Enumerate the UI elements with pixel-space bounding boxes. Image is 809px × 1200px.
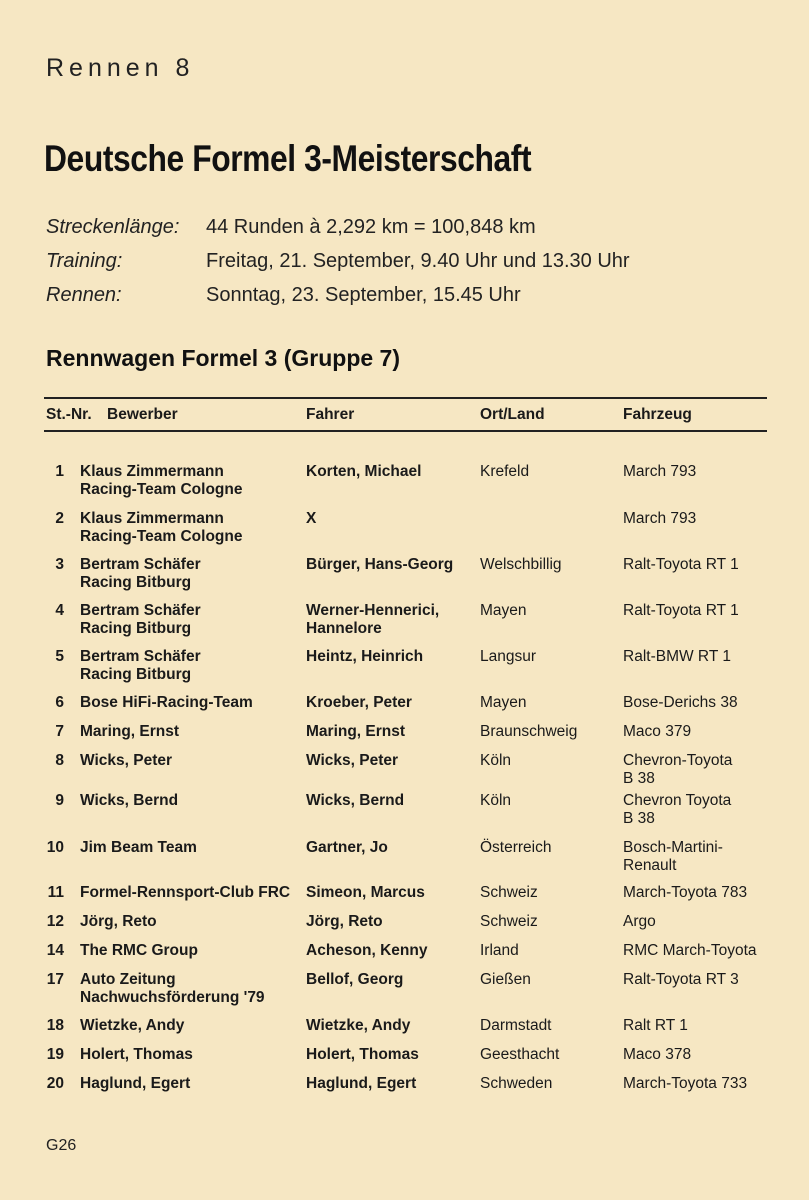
start-number: 7 [55, 723, 64, 740]
page-number: G26 [46, 1137, 77, 1154]
driver-line: Kroeber, Peter [306, 694, 412, 711]
vehicle-line: Ralt-Toyota RT 1 [623, 602, 739, 619]
vehicle [623, 1046, 691, 1064]
vehicle-line: March 793 [623, 510, 697, 527]
vehicle-line: Chevron-Toyota [623, 752, 733, 769]
entrant-line: Racing-Team Cologne [80, 481, 243, 498]
entrant-line: Jim Beam Team [80, 839, 197, 856]
location: Schweiz [480, 913, 538, 930]
entrant [80, 792, 178, 810]
start-number: 4 [55, 602, 64, 619]
location: Welschbillig [480, 556, 562, 573]
entrant-line: Jörg, Reto [80, 913, 157, 930]
vehicle-line: March 793 [623, 463, 697, 480]
vehicle [623, 1017, 688, 1035]
entrant-line: Racing Bitburg [80, 620, 192, 637]
header-start-number: St.-Nr. [46, 406, 92, 423]
table-header-rule [44, 430, 767, 432]
driver [306, 971, 403, 989]
driver-line: Haglund, Egert [306, 1075, 417, 1092]
entrant [80, 942, 198, 960]
vehicle [623, 752, 732, 788]
location: Köln [480, 792, 512, 809]
entrant-line: Bertram Schäfer [80, 602, 201, 619]
driver-line: X [306, 510, 317, 527]
entrant [80, 556, 201, 592]
entrant-line: Klaus Zimmermann [80, 463, 224, 480]
vehicle [623, 1075, 747, 1093]
vehicle-line: Maco 378 [623, 1046, 692, 1063]
vehicle-line: March-Toyota 733 [623, 1075, 748, 1092]
vehicle-line: Ralt RT 1 [623, 1017, 688, 1034]
vehicle [623, 463, 696, 481]
entrant-line: Racing-Team Cologne [80, 528, 243, 545]
info-value: 44 Runden à 2,292 km = 100,848 km [206, 216, 536, 238]
start-number: 11 [47, 884, 64, 901]
location: Braunschweig [480, 723, 578, 740]
location: Irland [480, 942, 519, 959]
driver-line: Hannelore [306, 620, 382, 637]
driver [306, 913, 383, 931]
entrant [80, 971, 265, 1007]
vehicle [623, 510, 696, 528]
start-number: 5 [55, 648, 64, 665]
driver-line: Wietzke, Andy [306, 1017, 411, 1034]
start-number: 10 [46, 839, 64, 856]
driver [306, 792, 404, 810]
location: Österreich [480, 839, 552, 856]
location: Geesthacht [480, 1046, 560, 1063]
driver-line: Jörg, Reto [306, 913, 383, 930]
entrant [80, 602, 201, 638]
start-number: 12 [46, 913, 64, 930]
vehicle-line: March-Toyota 783 [623, 884, 748, 901]
vehicle [623, 694, 738, 712]
driver [306, 648, 423, 666]
location: Mayen [480, 602, 527, 619]
start-number: 9 [55, 792, 64, 809]
driver-line: Wicks, Bernd [306, 792, 405, 809]
driver [306, 839, 388, 857]
entrant [80, 752, 172, 770]
entrant-line: The RMC Group [80, 942, 198, 959]
driver-line: Holert, Thomas [306, 1046, 419, 1063]
driver-line: Werner-Hennerici, [306, 602, 440, 619]
entrant-line: Bose HiFi-Racing-Team [80, 694, 253, 711]
vehicle-line: Renault [623, 857, 677, 874]
location: Langsur [480, 648, 537, 665]
entrant [80, 648, 201, 684]
entrant-line: Bertram Schäfer [80, 556, 201, 573]
location: Gießen [480, 971, 531, 988]
page-title: Deutsche Formel 3-Meisterschaft [44, 138, 532, 179]
driver-line: Bellof, Georg [306, 971, 404, 988]
info-value: Sonntag, 23. September, 15.45 Uhr [206, 284, 521, 306]
vehicle-line: B 38 [623, 810, 655, 827]
location: Köln [480, 752, 512, 769]
start-number: 18 [46, 1017, 64, 1034]
driver [306, 884, 425, 902]
entrant-line: Racing Bitburg [80, 666, 192, 683]
vehicle-line: Ralt-Toyota RT 3 [623, 971, 739, 988]
vehicle-line: Chevron Toyota [623, 792, 732, 809]
header-vehicle: Fahrzeug [623, 406, 692, 423]
entrant-line: Formel-Rennsport-Club FRC [80, 884, 291, 901]
info-label: Streckenlänge: [46, 216, 180, 238]
entrant-line: Nachwuchsförderung '79 [80, 989, 265, 1006]
section-title: Rennwagen Formel 3 (Gruppe 7) [46, 345, 400, 371]
start-number: 14 [46, 942, 64, 959]
entrant-line: Wicks, Peter [80, 752, 173, 769]
driver [306, 942, 427, 960]
driver-line: Maring, Ernst [306, 723, 406, 740]
entrant [80, 1017, 184, 1035]
entrant [80, 884, 290, 902]
driver [306, 752, 398, 770]
vehicle-line: B 38 [623, 770, 655, 787]
driver [306, 1046, 419, 1064]
header-entrant: Bewerber [107, 406, 178, 423]
header-location: Ort/Land [480, 406, 545, 423]
entrant-line: Racing Bitburg [80, 574, 192, 591]
driver [306, 1017, 410, 1035]
entrant [80, 1075, 190, 1093]
start-number: 3 [55, 556, 64, 573]
info-value: Freitag, 21. September, 9.40 Uhr und 13.30 Uhr [206, 250, 630, 272]
driver-line: Wicks, Peter [306, 752, 399, 769]
entrant [80, 839, 197, 857]
vehicle [623, 792, 731, 828]
entrant-line: Wicks, Bernd [80, 792, 179, 809]
start-number: 6 [55, 694, 64, 711]
start-number: 1 [55, 463, 64, 480]
vehicle-line: Bosch-Martini- [623, 839, 723, 856]
start-number: 2 [55, 510, 64, 527]
driver [306, 463, 421, 481]
race-number: Rennen 8 [46, 54, 195, 82]
start-number: 20 [46, 1075, 64, 1092]
entrant [80, 510, 242, 546]
entrant-line: Klaus Zimmermann [80, 510, 224, 527]
driver [306, 694, 412, 712]
vehicle [623, 942, 757, 960]
location: Mayen [480, 694, 527, 711]
driver [306, 602, 439, 638]
location: Schweden [480, 1075, 553, 1092]
vehicle-line: Ralt-Toyota RT 1 [623, 556, 739, 573]
entrant-line: Auto Zeitung [80, 971, 176, 988]
location: Schweiz [480, 884, 538, 901]
table-top-rule [44, 397, 767, 399]
driver-line: Gartner, Jo [306, 839, 388, 856]
entrant [80, 1046, 193, 1064]
driver [306, 510, 316, 528]
header-driver: Fahrer [306, 406, 355, 423]
entrant [80, 463, 242, 499]
entrant-line: Holert, Thomas [80, 1046, 193, 1063]
entrant-line: Bertram Schäfer [80, 648, 201, 665]
start-number: 8 [55, 752, 64, 769]
driver [306, 723, 405, 741]
vehicle-line: Bose-Derichs 38 [623, 694, 738, 711]
driver-line: Simeon, Marcus [306, 884, 425, 901]
vehicle-line: Ralt-BMW RT 1 [623, 648, 731, 665]
entrant-line: Haglund, Egert [80, 1075, 191, 1092]
vehicle-line: Argo [623, 913, 656, 930]
driver-line: Korten, Michael [306, 463, 422, 480]
driver-line: Bürger, Hans-Georg [306, 556, 454, 573]
vehicle [623, 913, 656, 931]
vehicle [623, 839, 723, 875]
driver [306, 556, 453, 574]
start-number: 17 [46, 971, 64, 988]
vehicle [623, 884, 747, 902]
vehicle [623, 723, 691, 741]
info-label: Rennen: [46, 284, 122, 306]
vehicle-line: RMC March-Toyota [623, 942, 757, 959]
entrant [80, 723, 179, 741]
driver-line: Heintz, Heinrich [306, 648, 424, 665]
entrant [80, 913, 157, 931]
entrant [80, 694, 253, 712]
entrant-line: Wietzke, Andy [80, 1017, 185, 1034]
location: Krefeld [480, 463, 530, 480]
vehicle [623, 648, 731, 666]
info-label: Training: [46, 250, 123, 272]
driver [306, 1075, 416, 1093]
entrant-line: Maring, Ernst [80, 723, 180, 740]
driver-line: Acheson, Kenny [306, 942, 428, 959]
vehicle [623, 556, 739, 574]
location: Darmstadt [480, 1017, 552, 1034]
vehicle [623, 971, 739, 989]
vehicle [623, 602, 739, 620]
start-number: 19 [46, 1046, 64, 1063]
vehicle-line: Maco 379 [623, 723, 692, 740]
